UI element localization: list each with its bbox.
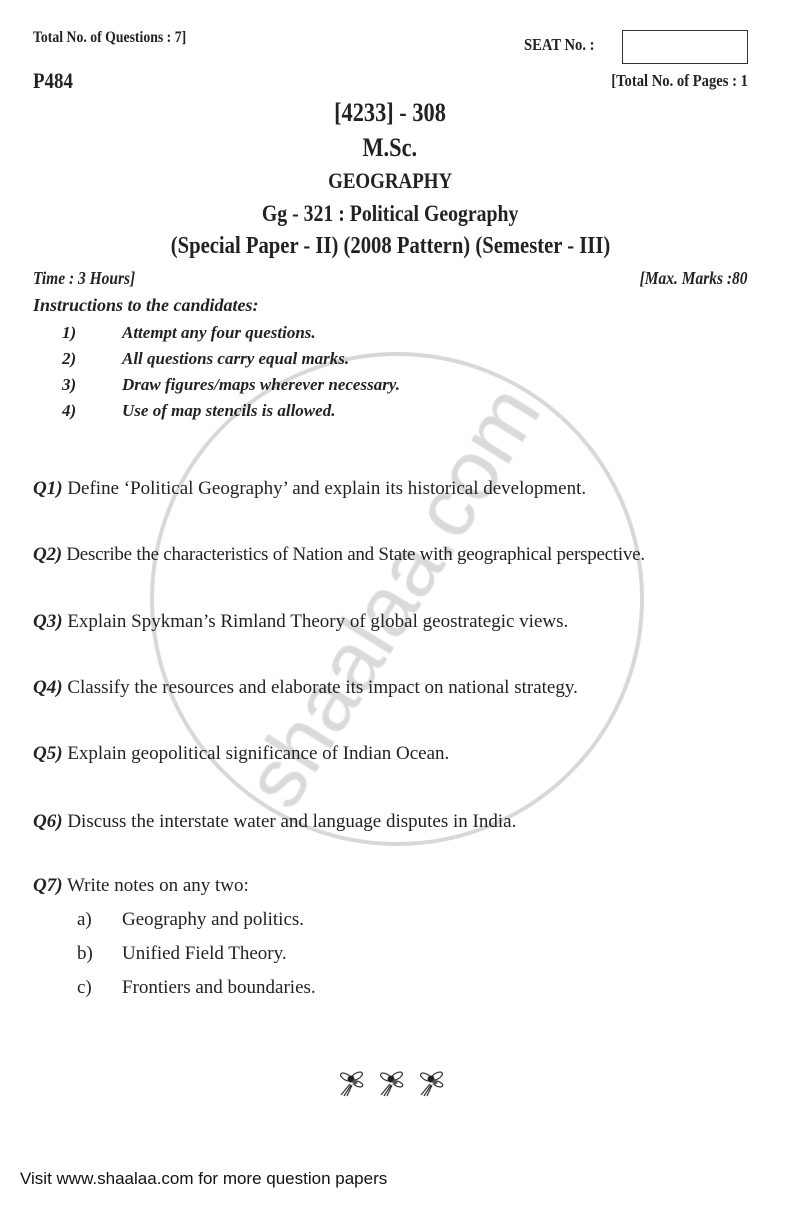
seat-label: SEAT No. :	[524, 35, 595, 54]
instruction-text: Attempt any four questions.	[122, 323, 316, 342]
option-text: Frontiers and boundaries.	[122, 977, 316, 998]
course-title: Gg - 321 : Political Geography	[261, 201, 519, 226]
total-questions: Total No. of Questions : 7]	[33, 29, 187, 46]
instruction-number: 1)	[62, 323, 77, 342]
question-7: Q7) Write notes on any two:	[33, 875, 249, 896]
paper-pattern: (Special Paper - II) (2008 Pattern)	[170, 233, 470, 259]
total-pages: [Total No. of Pages : 1	[611, 71, 748, 90]
instruction-text: Use of map stencils is allowed.	[122, 401, 336, 420]
paper-details	[0, 233, 780, 260]
instructions-title: Instructions to the candidates:	[33, 295, 259, 315]
option-text: Geography and politics.	[122, 909, 305, 930]
option-text: Unified Field Theory.	[122, 943, 287, 964]
flower-ornament-icon	[336, 1068, 366, 1098]
instruction-number: 4)	[62, 401, 77, 420]
degree: M.Sc.	[362, 133, 418, 162]
footer-link[interactable]: Visit www.shaalaa.com for more question papers	[20, 1169, 388, 1188]
instruction-number: 3)	[62, 375, 77, 394]
question-5: Q5) Explain geopolitical significance of Indian Ocean.	[33, 743, 450, 764]
watermark-logo	[150, 352, 644, 846]
instruction-text: Draw figures/maps wherever necessary.	[122, 375, 400, 394]
question-1: Q1) Define ‘Political Geography’ and explain its historical development.	[33, 478, 587, 499]
question-4: Q4) Classify the resources and elaborate its impact on national strategy.	[33, 677, 578, 698]
time-allowed: Time : 3 Hours]	[33, 268, 136, 288]
flower-ornament-icon	[376, 1068, 406, 1098]
option-letter: c)	[77, 977, 92, 998]
instruction-text: All questions carry equal marks.	[122, 349, 350, 368]
instruction-number: 2)	[62, 349, 77, 368]
paper-code: P484	[33, 68, 73, 93]
question-2: Q2) Describe the characteristics of Nation and State with geographical perspective.	[33, 544, 645, 565]
option-letter: a)	[77, 909, 92, 930]
max-marks: [Max. Marks :80	[640, 268, 748, 288]
semester: (Semester - III)	[474, 233, 610, 259]
flower-ornament-icon	[416, 1068, 446, 1098]
question-6: Q6) Discuss the interstate water and language disputes in India.	[33, 811, 517, 832]
option-letter: b)	[77, 943, 93, 964]
subject: GEOGRAPHY	[327, 168, 453, 193]
question-3: Q3) Explain Spykman’s Rimland Theory of global geostrategic views.	[33, 611, 569, 632]
seat-number-box[interactable]	[622, 30, 748, 64]
exam-code: [4233] - 308	[334, 98, 446, 127]
